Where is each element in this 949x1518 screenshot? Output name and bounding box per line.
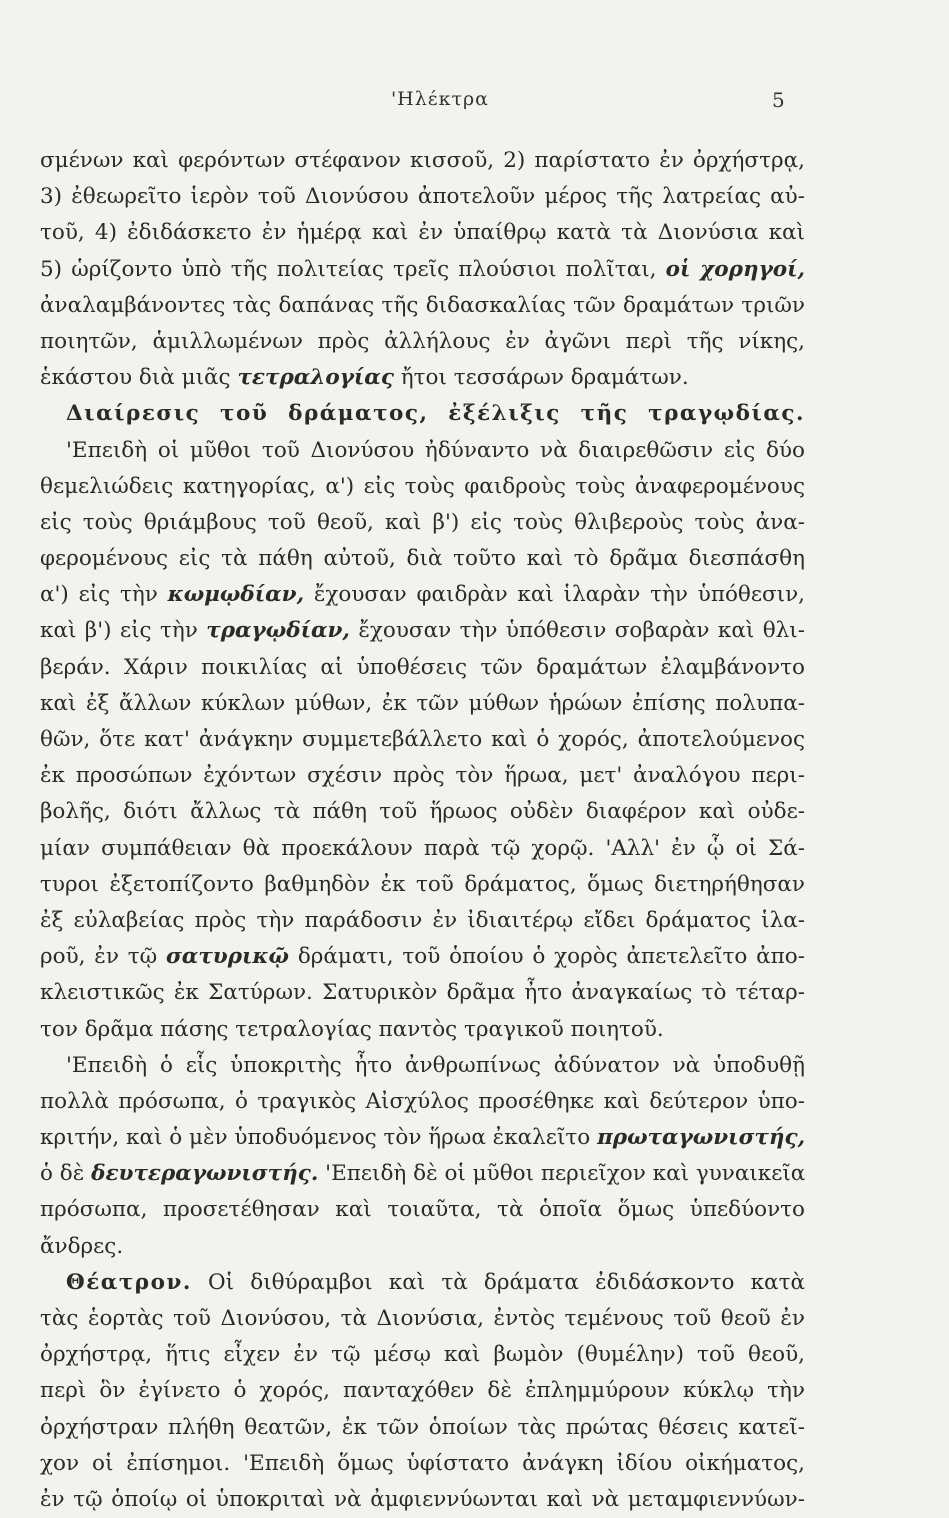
text-line	[40, 288, 805, 324]
text-line	[40, 867, 805, 903]
running-title: 'Ηλέκτρα	[390, 88, 490, 110]
text-line	[40, 505, 805, 541]
text-span: τοῦ, 4) ἐδιδάσκετο ἐν ἡμέρᾳ καὶ ἐν ὑπαίθρῳ κατὰ τὰ Διονύσια καὶ	[40, 220, 805, 246]
section-heading: Θέατρον.	[66, 1269, 192, 1295]
text-span: ἐν τῷ ὁποίῳ οἱ ὑποκριταὶ νὰ ἀμφιεννύωνται καὶ νὰ μεταμφιεννύων-	[40, 1486, 805, 1512]
text-line	[40, 1265, 805, 1301]
page-header	[0, 88, 949, 118]
text-line	[40, 469, 805, 505]
text-span: τον δρᾶμα πάσης τετραλογίας παντὸς τραγικοῦ ποιητοῦ.	[40, 1016, 664, 1042]
text-line	[40, 758, 805, 794]
text-line	[40, 324, 805, 360]
text-span: θῶν, ὅτε κατ' ἀνάγκην συμμετεβάλλετο καὶ ὁ χορός, ἀποτελούμενος	[40, 727, 805, 752]
text-span: ἀναλαμβάνοντες τὰς δαπάνας τῆς διδασκαλίας τῶν δραμάτων τριῶν	[40, 292, 805, 318]
emphasized-term: οἱ χορηγοί,	[665, 256, 805, 282]
page-number: 5	[772, 88, 785, 112]
section-heading: Διαίρεσις τοῦ δράματος, ἐξέλιξις τῆς τραγῳδίας.	[66, 401, 805, 427]
text-line	[40, 794, 805, 830]
emphasized-term: δευτεραγωνιστής.	[91, 1161, 319, 1187]
text-span: κριτήν, καὶ ὁ μὲν ὑποδυόμενος τὸν ἥρωα ἐκαλεῖτο	[40, 1125, 598, 1151]
text-span: ἔχουσαν φαιδρὰν καὶ ἱλαρὰν τὴν ὑπόθεσιν,	[304, 582, 805, 608]
text-line	[40, 1373, 805, 1409]
text-line	[40, 1120, 805, 1156]
text-line	[40, 903, 805, 939]
text-span: φερομένους εἰς τὰ πάθη αὐτοῦ, διὰ τοῦτο καὶ τὸ δρᾶμα διεσπάσθη	[40, 546, 805, 572]
text-line	[40, 179, 805, 215]
text-span: Οἱ διθύραμβοι καὶ τὰ δράματα ἐδιδάσκοντο κατὰ	[191, 1269, 805, 1295]
text-line	[40, 433, 805, 469]
text-line	[40, 215, 805, 251]
text-line	[40, 1229, 805, 1265]
text-span: 'Επειδὴ οἱ μῦθοι τοῦ Διονύσου ἠδύναντο νὰ διαιρεθῶσιν εἰς δύο	[66, 437, 805, 463]
text-span: ροῦ, ἐν τῷ	[40, 944, 166, 970]
text-span: κλειστικῶς ἐκ Σατύρων. Σατυρικὸν δρᾶμα ἦτο ἀναγκαίως τὸ τέταρ-	[40, 980, 805, 1006]
text-line	[40, 360, 805, 396]
text-span: 'Επειδὴ ὁ εἷς ὑποκριτὴς ἦτο ἀνθρωπίνως ἀδύνατον νὰ ὑποδυθῇ	[66, 1052, 805, 1078]
text-line	[40, 1410, 805, 1446]
text-span: μίαν συμπάθειαν θὰ προεκάλουν παρὰ τῷ χορῷ. 'Αλλ' ἐν ᾧ οἱ Σά-	[40, 835, 805, 861]
text-span: σμένων καὶ φερόντων στέφανον κισσοῦ, 2) παρίστατο ἐν ὀρχήστρᾳ,	[40, 148, 805, 173]
text-span: 'Επειδὴ δὲ οἱ μῦθοι περιεῖχον καὶ γυναικεῖα	[318, 1161, 805, 1187]
text-line	[40, 1301, 805, 1337]
text-line	[40, 1337, 805, 1373]
text-line	[40, 613, 805, 649]
text-span: α') εἰς τὴν	[40, 582, 168, 608]
text-line	[40, 143, 805, 179]
text-span: βεράν. Χάριν ποικιλίας αἱ ὑποθέσεις τῶν δραμάτων ἐλαμβάνοντο	[40, 654, 805, 680]
text-span: ποιητῶν, ἁμιλλωμένων πρὸς ἀλλήλους ἐν ἀγῶνι περὶ τῆς νίκης,	[40, 328, 805, 354]
text-span: ἤτοι τεσσάρων δραμάτων.	[393, 365, 689, 391]
text-line	[40, 722, 805, 758]
text-span: ἐξ εὐλαβείας πρὸς τὴν παράδοσιν ἐν ἰδιαιτέρῳ εἴδει δράματος ἱλα-	[40, 907, 805, 933]
text-line	[40, 975, 805, 1011]
text-span: βολῆς, διότι ἄλλως τὰ πάθη τοῦ ἥρωος οὐδὲν διαφέρον καὶ οὐδε-	[40, 799, 805, 825]
text-line	[40, 686, 805, 722]
emphasized-term: σατυρικῷ	[165, 944, 290, 970]
text-span: ἄνδρες.	[40, 1233, 124, 1259]
text-span: πρόσωπα, προσετέθησαν καὶ τοιαῦτα, τὰ ὁποῖα ὅμως ὑπεδύοντο	[40, 1197, 805, 1223]
emphasized-term: κωμῳδίαν,	[167, 582, 305, 608]
emphasized-term: τετραλογίας	[237, 365, 394, 391]
text-span: 5) ὡρίζοντο ὑπὸ τῆς πολιτείας τρεῖς πλούσιοι πολῖται,	[40, 256, 666, 282]
text-span: δράματι, τοῦ ὁποίου ὁ χορὸς ἀπετελεῖτο ἀπο-	[289, 944, 805, 970]
text-span: τὰς ἑορτὰς τοῦ Διονύσου, τὰ Διονύσια, ἐντὸς τεμένους τοῦ θεοῦ ἐν	[40, 1306, 805, 1331]
text-span: ὁ δὲ	[40, 1161, 92, 1187]
text-line	[40, 1192, 805, 1228]
text-line	[40, 541, 805, 577]
emphasized-term: πρωταγωνιστής,	[597, 1125, 805, 1151]
text-line	[40, 1156, 805, 1192]
text-line	[40, 396, 805, 432]
text-line	[40, 1084, 805, 1120]
text-line	[40, 831, 805, 867]
text-line	[40, 1048, 805, 1084]
text-line	[40, 252, 805, 288]
text-span: θεμελιώδεις κατηγορίας, α') εἰς τοὺς φαιδροὺς τοὺς ἀναφερομένους	[40, 473, 805, 499]
text-span: ἐκ προσώπων ἐχόντων σχέσιν πρὸς τὸν ἥρωα, μετ' ἀναλόγου περι-	[40, 763, 805, 789]
text-span: καὶ β') εἰς τὴν	[40, 618, 207, 644]
text-span: καὶ ἐξ ἄλλων κύκλων μύθων, ἐκ τῶν μύθων ἡρώων ἐπίσης πολυπα-	[40, 690, 805, 716]
text-span: ὀρχήστραν πλήθη θεατῶν, ἐκ τῶν ὁποίων τὰς πρώτας θέσεις κατεῖ-	[40, 1414, 805, 1440]
text-span: ἑκάστου διὰ μιᾶς	[40, 365, 238, 391]
emphasized-term: τραγῳδίαν,	[206, 618, 350, 644]
text-span: 3) ἐθεωρεῖτο ἱερὸν τοῦ Διονύσου ἀποτελοῦν μέρος τῆς λατρείας αὐ-	[40, 184, 805, 210]
text-span: χον οἱ ἐπίσημοι. 'Επειδὴ ὅμως ὑφίστατο ἀνάγκη ἰδίου οἰκήματος,	[40, 1450, 805, 1476]
text-line	[40, 1012, 805, 1048]
text-line	[40, 650, 805, 686]
text-span: τυροι ἐξετοπίζοντο βαθμηδὸν ἐκ τοῦ δράματος, ὅμως διετηρήθησαν	[40, 871, 805, 897]
text-line	[40, 939, 805, 975]
text-span: ἔχουσαν τὴν ὑπόθεσιν σοβαρὰν καὶ θλι-	[349, 618, 805, 644]
text-span: περὶ ὃν ἐγίνετο ὁ χορός, πανταχόθεν δὲ ἐπλημμύρουν κύκλῳ τὴν	[40, 1378, 805, 1404]
text-span: ὀρχήστρᾳ, ἥτις εἶχεν ἐν τῷ μέσῳ καὶ βωμὸν (θυμέλην) τοῦ θεοῦ,	[40, 1342, 805, 1368]
text-line	[40, 577, 805, 613]
body-text	[40, 143, 805, 1518]
text-span: πολλὰ πρόσωπα, ὁ τραγικὸς Αἰσχύλος προσέθηκε καὶ δεύτερον ὑπο-	[40, 1088, 805, 1114]
text-span: εἰς τοὺς θριάμβους τοῦ θεοῦ, καὶ β') εἰς τοὺς θλιβεροὺς τοὺς ἀνα-	[40, 509, 805, 535]
text-line	[40, 1446, 805, 1482]
